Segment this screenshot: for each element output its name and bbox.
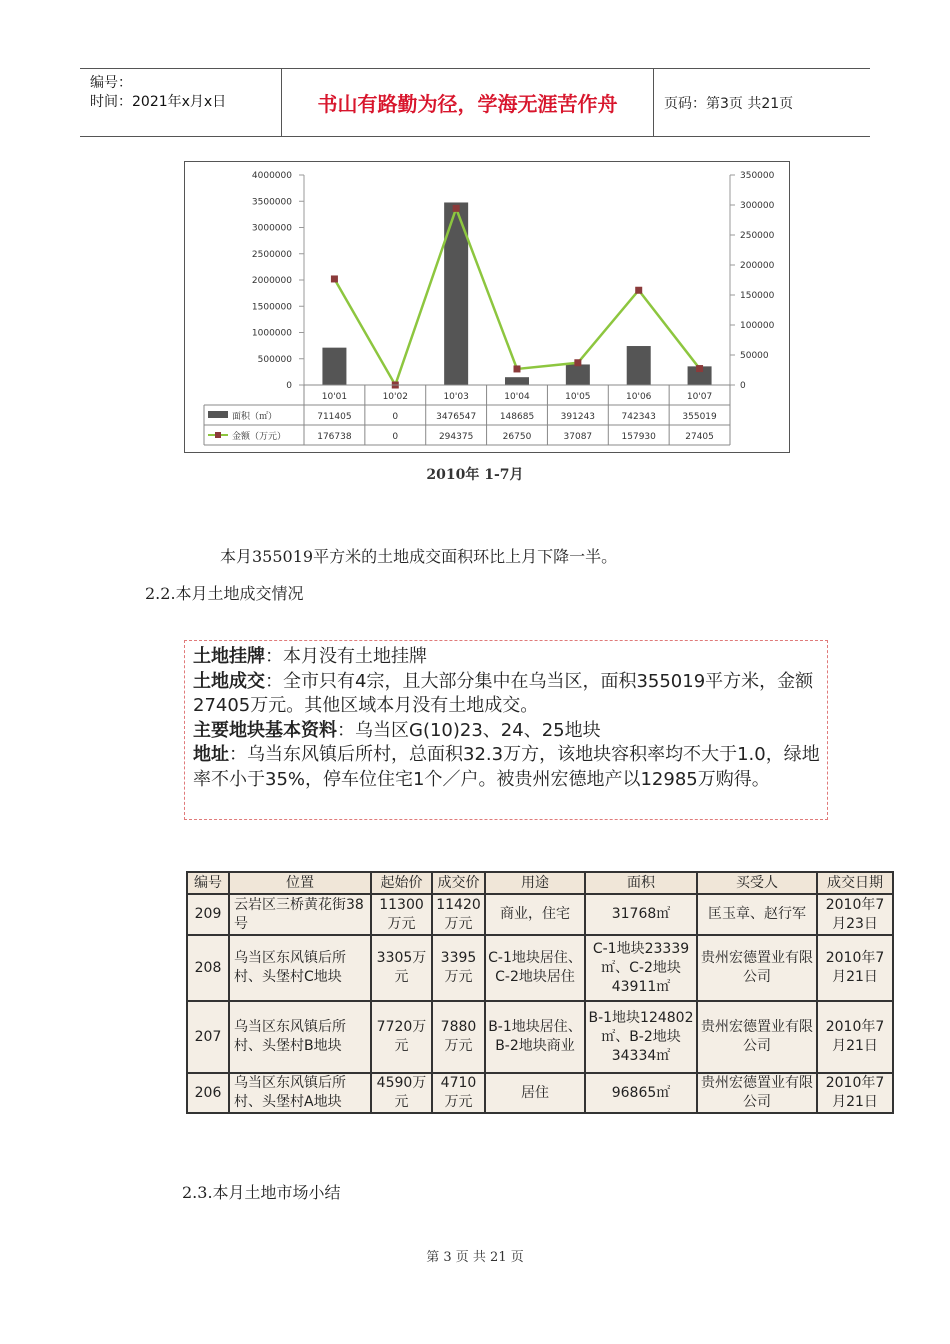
summary-box [184,640,828,820]
col-header: 编号 [187,872,229,894]
table-cell: 207 [187,1001,229,1073]
data-label-area: 391243 [560,412,596,422]
left-axis-tick-label: 3000000 [251,223,292,234]
section-heading-2-2: 2.2.本月土地成交情况 [145,584,304,603]
data-label-area: 742343 [621,412,656,422]
data-label-amount: 27405 [685,432,714,442]
data-label-area: 355019 [682,412,717,422]
table-cell: C-1地块居住、C-2地块居住 [485,935,585,1001]
header-meta [80,69,282,136]
table-cell: 206 [187,1073,229,1113]
data-label-amount: 37087 [563,432,593,442]
right-axis-tick-label: 300000 [740,201,775,211]
left-axis-tick-label: 3500000 [251,197,292,208]
data-label-area: 148685 [499,412,535,422]
land-deal-table [186,871,894,1114]
col-header: 成交价 [432,872,485,894]
summary-box-text [193,645,825,792]
table-cell: 2010年7月21日 [817,935,893,1001]
table-cell: B-1地块124802㎡、B-2地块34334㎡ [585,1001,697,1073]
table-cell: 乌当区东风镇后所村、头堡村A地块 [229,1073,371,1113]
bar-area [505,377,529,385]
x-category-label: 10'06 [626,392,652,402]
data-label-area: 711405 [317,412,352,422]
table-cell: 贵州宏德置业有限公司 [697,935,817,1001]
x-category-label: 10'03 [443,392,469,402]
bar-area [627,346,651,385]
x-category-label: 10'05 [565,392,591,402]
left-axis-tick-label: 500000 [257,354,292,365]
data-label-amount: 26750 [502,432,532,442]
left-axis-tick-label: 1500000 [251,302,292,313]
right-axis-tick-label: 100000 [740,321,775,331]
table-cell: C-1地块23339㎡、C-2地块43911㎡ [585,935,697,1001]
table-cell: 11300万元 [371,894,432,935]
table-cell: 贵州宏德置业有限公司 [697,1001,817,1073]
right-axis-tick-label: 350000 [740,171,775,181]
table-cell: 209 [187,894,229,935]
line-point-amount [514,365,521,372]
data-label-amount: 157930 [621,432,656,442]
table-cell: B-1地块居住、B-2地块商业 [485,1001,585,1073]
summary-paragraph: 本月355019平方米的土地成交面积环比上月下降一半。 [220,547,618,566]
line-point-amount [453,205,460,212]
legend-label-area: 面积（㎡） [232,412,278,422]
left-axis-tick-label: 2000000 [251,276,292,286]
header-page-info: 页码：第3页 共21页 [664,95,794,112]
header-motto: 书山有路勤为径，学海无涯苦作舟 [282,69,654,136]
table-row [187,935,893,1001]
table-header-row [187,872,893,894]
legend-marker-amount [215,432,221,438]
table-row [187,894,893,935]
col-header: 用途 [485,872,585,894]
data-label-area: 0 [392,412,399,422]
bar-area [322,348,346,385]
table-cell: 4710万元 [432,1073,485,1113]
line-point-amount [574,359,581,366]
table-cell: 乌当区东风镇后所村、头堡村B地块 [229,1001,371,1073]
chart-caption: 2010年 1-7月 [426,467,524,483]
table-cell: 贵州宏德置业有限公司 [697,1073,817,1113]
data-label-amount: 294375 [438,432,474,442]
table-row [187,1073,893,1113]
left-axis-tick-label: 0 [286,381,292,391]
area-amount-chart [184,161,790,453]
table-cell: 2010年7月23日 [817,894,893,935]
table-cell: 居住 [485,1073,585,1113]
bar-area [566,364,590,385]
box-line-listing: 土地挂牌：本月没有土地挂牌 [193,646,427,667]
line-point-amount [696,365,703,372]
left-axis-tick-label: 1000000 [251,328,292,339]
col-header: 面积 [585,872,697,894]
table-cell: 3395万元 [432,935,485,1001]
table-cell: 云岩区三桥黄花街38号 [229,894,371,935]
table-cell: 2010年7月21日 [817,1073,893,1113]
table-cell: 3305万元 [371,935,432,1001]
data-label-amount: 176738 [317,432,352,442]
col-header: 起始价 [371,872,432,894]
x-category-label: 10'04 [504,392,530,402]
right-axis-tick-label: 50000 [740,351,769,361]
x-category-label: 10'07 [686,392,713,402]
table-cell: 2010年7月21日 [817,1001,893,1073]
box-line-plot-info: 主要地块基本资料：乌当区G(10)23、24、25地块 [193,719,601,741]
data-label-amount: 0 [392,432,399,442]
table-cell: 商业，住宅 [485,894,585,935]
left-axis-tick-label: 2500000 [251,249,292,260]
right-axis-tick-label: 0 [740,381,746,391]
x-category-label: 10'01 [321,392,348,402]
table-cell: 7720万元 [371,1001,432,1073]
table-cell: 匡玉章、赵行军 [697,894,817,935]
legend-key-area [208,411,228,418]
col-header: 位置 [229,872,371,894]
left-axis-tick-label: 4000000 [251,171,292,181]
table-cell: 11420万元 [432,894,485,935]
col-header: 买受人 [697,872,817,894]
doc-date: 时间：2021年x月x日 [90,94,227,110]
col-header: 成交日期 [817,872,893,894]
table-cell: 7880万元 [432,1001,485,1073]
page-header [80,68,870,137]
table-cell: 208 [187,935,229,1001]
line-point-amount [331,275,338,282]
table-cell: 4590万元 [371,1073,432,1113]
box-line-transaction: 土地成交：全市只有4宗，且大部分集中在乌当区，面积355019平方米，金额27405万元。其他区域本月没有土地成交。 [193,670,814,716]
table-cell: 乌当区东风镇后所村、头堡村C地块 [229,935,371,1001]
table-row [187,1001,893,1073]
right-axis-tick-label: 200000 [740,261,775,271]
section-heading-2-3: 2.3.本月土地市场小结 [182,1183,341,1202]
line-point-amount [635,287,642,294]
page-footer: 第 3 页 共 21 页 [426,1250,524,1265]
table-cell: 31768㎡ [585,894,697,935]
right-axis-tick-label: 250000 [740,231,775,241]
table-cell: 96865㎡ [585,1073,697,1113]
x-category-label: 10'02 [382,392,408,402]
box-line-address: 地址：乌当东风镇后所村，总面积32.3万方，该地块容积率均不大于1.0，绿地率不小于35%，停车位住宅1个／户。被贵州宏德地产以12985万购得。 [193,744,820,790]
doc-number: 编号： [90,75,132,91]
right-axis-tick-label: 150000 [740,291,775,301]
data-label-area: 3476547 [436,412,477,422]
legend-label-amount: 金额（万元） [232,432,287,442]
